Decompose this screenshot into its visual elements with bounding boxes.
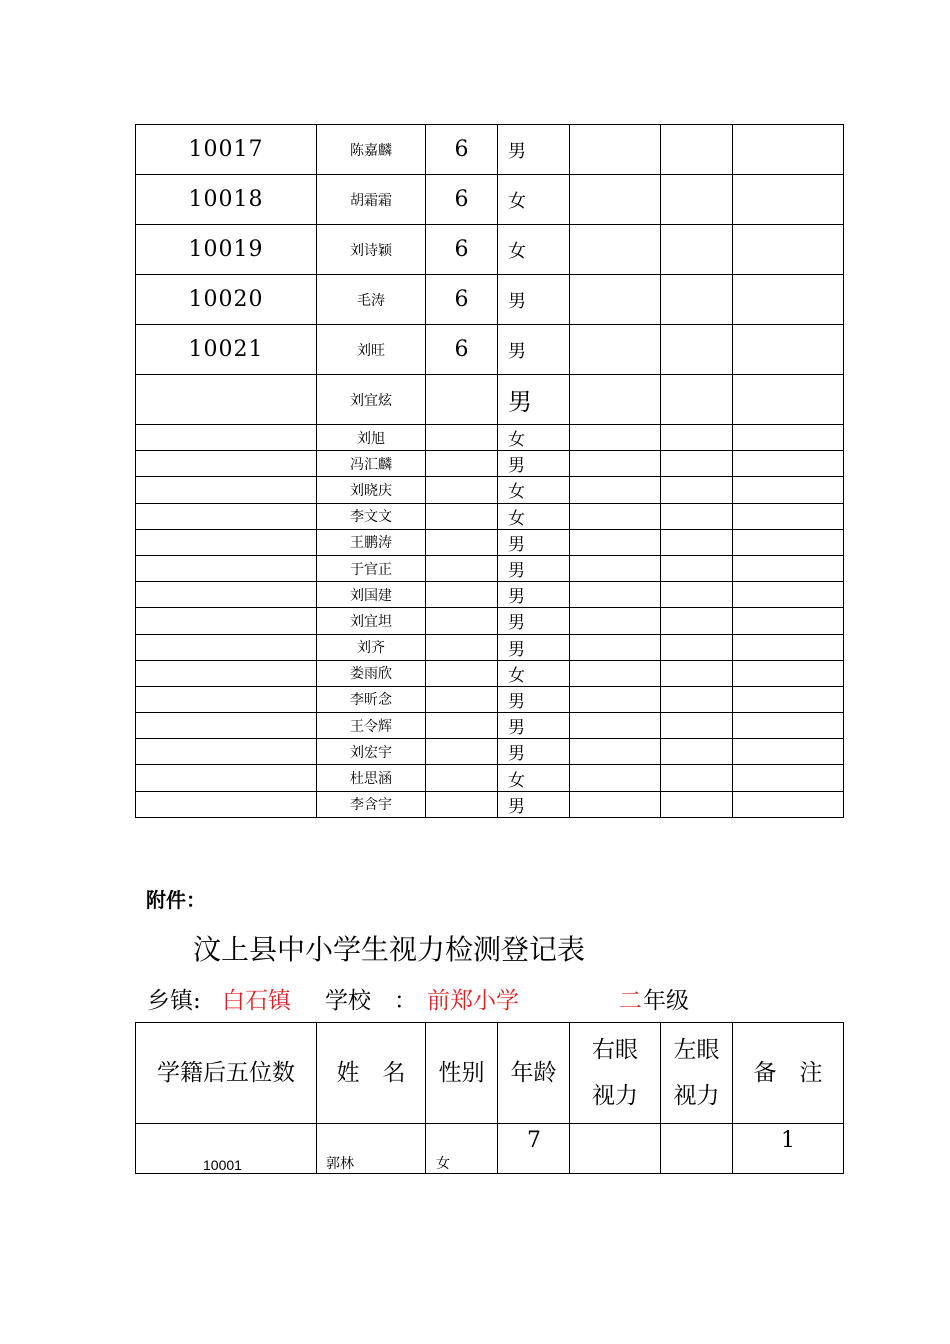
table-row xyxy=(136,451,844,477)
empty-cell xyxy=(136,739,317,765)
empty-cell xyxy=(136,477,317,503)
empty-cell xyxy=(733,739,844,765)
empty-cell xyxy=(733,660,844,686)
table-row xyxy=(136,225,844,275)
empty-cell xyxy=(733,503,844,529)
student-id-cell xyxy=(136,1124,317,1174)
student-sex-cell: 男 xyxy=(498,582,570,608)
header-left-eye xyxy=(661,1023,733,1124)
student-sex-cell: 男 xyxy=(498,125,570,175)
student-sex-cell: 男 xyxy=(498,634,570,660)
student-sex-cell: 女 xyxy=(498,765,570,791)
empty-cell xyxy=(570,555,661,581)
empty-cell xyxy=(661,791,733,817)
student-name-cell: 王鹏涛 xyxy=(317,529,426,555)
student-sex-cell: 男 xyxy=(498,713,570,739)
empty-cell xyxy=(733,686,844,712)
empty-cell xyxy=(426,739,498,765)
school-label: 学校 ： xyxy=(325,988,417,1014)
student-name-cell: 娄雨欣 xyxy=(317,660,426,686)
empty-cell xyxy=(570,503,661,529)
empty-cell xyxy=(570,125,661,175)
header-left-eye-line1: 左眼 xyxy=(673,1037,720,1063)
empty-cell xyxy=(426,477,498,503)
student-name-cell: 刘晓庆 xyxy=(317,477,426,503)
empty-cell xyxy=(136,582,317,608)
student-name-cell xyxy=(317,1124,426,1174)
attachment-label: 附件： xyxy=(146,888,206,912)
empty-cell xyxy=(426,375,498,425)
empty-cell xyxy=(570,686,661,712)
student-age-cell: 6 xyxy=(426,275,498,325)
empty-cell xyxy=(661,582,733,608)
empty-cell xyxy=(733,275,844,325)
empty-cell xyxy=(426,529,498,555)
student-name-cell: 刘国建 xyxy=(317,582,426,608)
student-sex-text: 女 xyxy=(436,1156,450,1172)
empty-cell xyxy=(661,608,733,634)
empty-cell xyxy=(136,375,317,425)
empty-cell xyxy=(136,555,317,581)
empty-cell xyxy=(661,477,733,503)
student-name-cell: 刘宜坦 xyxy=(317,608,426,634)
table-row xyxy=(136,477,844,503)
student-name-cell: 陈嘉麟 xyxy=(317,125,426,175)
student-name-cell: 冯汇麟 xyxy=(317,451,426,477)
empty-cell xyxy=(570,325,661,375)
empty-cell xyxy=(570,765,661,791)
empty-cell xyxy=(661,451,733,477)
note-text: 1 xyxy=(781,1128,795,1153)
empty-cell xyxy=(661,765,733,791)
empty-cell xyxy=(136,451,317,477)
table-row xyxy=(136,686,844,712)
town-value: 白石镇 xyxy=(222,988,291,1014)
student-sex-cell: 女 xyxy=(498,425,570,451)
empty-cell xyxy=(733,125,844,175)
empty-cell xyxy=(661,503,733,529)
table-row xyxy=(136,660,844,686)
student-sex-cell: 女 xyxy=(498,660,570,686)
empty-cell xyxy=(733,582,844,608)
table-row xyxy=(136,503,844,529)
student-sex-cell: 女 xyxy=(498,175,570,225)
table-row xyxy=(136,1124,844,1174)
student-name-cell: 杜思涵 xyxy=(317,765,426,791)
table-row xyxy=(136,713,844,739)
student-name-text: 郭林 xyxy=(326,1156,354,1172)
empty-cell xyxy=(570,529,661,555)
student-name-cell: 王令辉 xyxy=(317,713,426,739)
table-row xyxy=(136,582,844,608)
note-cell xyxy=(733,1124,844,1174)
empty-cell xyxy=(570,275,661,325)
student-age-text: 7 xyxy=(527,1128,541,1153)
empty-cell xyxy=(570,425,661,451)
student-name-cell: 于官正 xyxy=(317,555,426,581)
empty-cell xyxy=(136,529,317,555)
empty-cell xyxy=(426,555,498,581)
student-sex-cell: 男 xyxy=(498,529,570,555)
empty-cell xyxy=(733,451,844,477)
student-name-cell: 毛涛 xyxy=(317,275,426,325)
empty-cell xyxy=(733,555,844,581)
empty-cell xyxy=(570,739,661,765)
student-sex-cell: 女 xyxy=(498,477,570,503)
table-row xyxy=(136,791,844,817)
student-table-continued xyxy=(135,124,844,818)
empty-cell xyxy=(733,325,844,375)
empty-cell xyxy=(733,375,844,425)
empty-cell xyxy=(733,791,844,817)
empty-cell xyxy=(661,660,733,686)
empty-cell xyxy=(661,739,733,765)
right-eye-cell xyxy=(570,1124,661,1174)
student-sex-cell: 女 xyxy=(498,225,570,275)
header-left-eye-line2: 视力 xyxy=(673,1083,720,1109)
header-student-id: 学籍后五位数 xyxy=(136,1023,317,1124)
student-name-cell: 李含宇 xyxy=(317,791,426,817)
student-sex-cell: 男 xyxy=(498,686,570,712)
student-name-cell: 刘诗颖 xyxy=(317,225,426,275)
student-name-cell: 刘宜炫 xyxy=(317,375,426,425)
empty-cell xyxy=(426,634,498,660)
header-sex: 性别 xyxy=(426,1023,498,1124)
empty-cell xyxy=(570,451,661,477)
table-row xyxy=(136,175,844,225)
form-title: 汶上县中小学生视力检测登记表 xyxy=(193,933,586,966)
student-name-cell: 刘旺 xyxy=(317,325,426,375)
student-id-cell: 10018 xyxy=(136,175,317,225)
empty-cell xyxy=(426,608,498,634)
empty-cell xyxy=(426,713,498,739)
empty-cell xyxy=(570,608,661,634)
grade-value: 二 xyxy=(619,988,642,1014)
student-age-cell: 6 xyxy=(426,175,498,225)
student-sex-cell: 男 xyxy=(498,791,570,817)
left-eye-cell xyxy=(661,1124,733,1174)
empty-cell xyxy=(661,686,733,712)
student-name-cell: 李昕念 xyxy=(317,686,426,712)
student-sex-cell: 男 xyxy=(498,451,570,477)
student-name-cell: 胡霜霜 xyxy=(317,175,426,225)
empty-cell xyxy=(136,634,317,660)
empty-cell xyxy=(426,765,498,791)
empty-cell xyxy=(661,125,733,175)
empty-cell xyxy=(570,634,661,660)
empty-cell xyxy=(570,791,661,817)
student-age-cell: 6 xyxy=(426,325,498,375)
student-sex-cell xyxy=(426,1124,498,1174)
empty-cell xyxy=(426,686,498,712)
student-id-text: 10001 xyxy=(203,1157,242,1173)
vision-registration-table xyxy=(135,1022,844,1174)
empty-cell xyxy=(733,529,844,555)
empty-cell xyxy=(426,660,498,686)
header-right-eye-line2: 视力 xyxy=(592,1083,638,1109)
empty-cell xyxy=(661,555,733,581)
empty-cell xyxy=(136,660,317,686)
table-row xyxy=(136,425,844,451)
empty-cell xyxy=(570,375,661,425)
student-sex-cell: 男 xyxy=(498,375,570,425)
empty-cell xyxy=(570,582,661,608)
empty-cell xyxy=(426,503,498,529)
empty-cell xyxy=(136,425,317,451)
empty-cell xyxy=(733,477,844,503)
table-row xyxy=(136,608,844,634)
table-row xyxy=(136,555,844,581)
header-name: 姓 名 xyxy=(317,1023,426,1124)
empty-cell xyxy=(661,713,733,739)
table-row xyxy=(136,634,844,660)
empty-cell xyxy=(733,765,844,791)
student-id-cell: 10019 xyxy=(136,225,317,275)
table-header-row xyxy=(136,1023,844,1124)
empty-cell xyxy=(570,660,661,686)
empty-cell xyxy=(733,608,844,634)
student-sex-cell: 男 xyxy=(498,739,570,765)
student-age-cell: 6 xyxy=(426,125,498,175)
table-row xyxy=(136,275,844,325)
table-row xyxy=(136,529,844,555)
empty-cell xyxy=(733,425,844,451)
header-right-eye-line1: 右眼 xyxy=(592,1037,638,1063)
grade-label: 年级 xyxy=(643,988,689,1014)
empty-cell xyxy=(136,503,317,529)
empty-cell xyxy=(661,225,733,275)
empty-cell xyxy=(733,175,844,225)
empty-cell xyxy=(661,634,733,660)
table-row xyxy=(136,765,844,791)
empty-cell xyxy=(136,608,317,634)
table-row xyxy=(136,325,844,375)
empty-cell xyxy=(136,765,317,791)
empty-cell xyxy=(661,375,733,425)
empty-cell xyxy=(570,225,661,275)
empty-cell xyxy=(570,713,661,739)
student-sex-cell: 男 xyxy=(498,555,570,581)
empty-cell xyxy=(733,634,844,660)
table-row xyxy=(136,375,844,425)
student-age-cell xyxy=(498,1124,570,1174)
empty-cell xyxy=(426,582,498,608)
student-sex-cell: 男 xyxy=(498,608,570,634)
student-sex-cell: 女 xyxy=(498,503,570,529)
empty-cell xyxy=(733,713,844,739)
student-name-cell: 刘旭 xyxy=(317,425,426,451)
town-label: 乡镇: xyxy=(147,988,201,1014)
student-id-cell: 10017 xyxy=(136,125,317,175)
student-id-cell: 10020 xyxy=(136,275,317,325)
empty-cell xyxy=(733,225,844,275)
school-value: 前郑小学 xyxy=(427,988,519,1014)
table-row xyxy=(136,125,844,175)
empty-cell xyxy=(426,791,498,817)
table-row xyxy=(136,739,844,765)
student-name-cell: 刘齐 xyxy=(317,634,426,660)
empty-cell xyxy=(661,425,733,451)
header-right-eye xyxy=(570,1023,661,1124)
empty-cell xyxy=(136,713,317,739)
header-note: 备 注 xyxy=(733,1023,844,1124)
student-name-cell: 李文文 xyxy=(317,503,426,529)
empty-cell xyxy=(661,175,733,225)
student-sex-cell: 男 xyxy=(498,325,570,375)
student-id-cell: 10021 xyxy=(136,325,317,375)
header-age: 年龄 xyxy=(498,1023,570,1124)
student-sex-cell: 男 xyxy=(498,275,570,325)
empty-cell xyxy=(426,425,498,451)
empty-cell xyxy=(661,529,733,555)
empty-cell xyxy=(570,175,661,225)
empty-cell xyxy=(570,477,661,503)
empty-cell xyxy=(426,451,498,477)
empty-cell xyxy=(136,686,317,712)
empty-cell xyxy=(136,791,317,817)
student-age-cell: 6 xyxy=(426,225,498,275)
empty-cell xyxy=(661,325,733,375)
student-name-cell: 刘宏宇 xyxy=(317,739,426,765)
empty-cell xyxy=(661,275,733,325)
